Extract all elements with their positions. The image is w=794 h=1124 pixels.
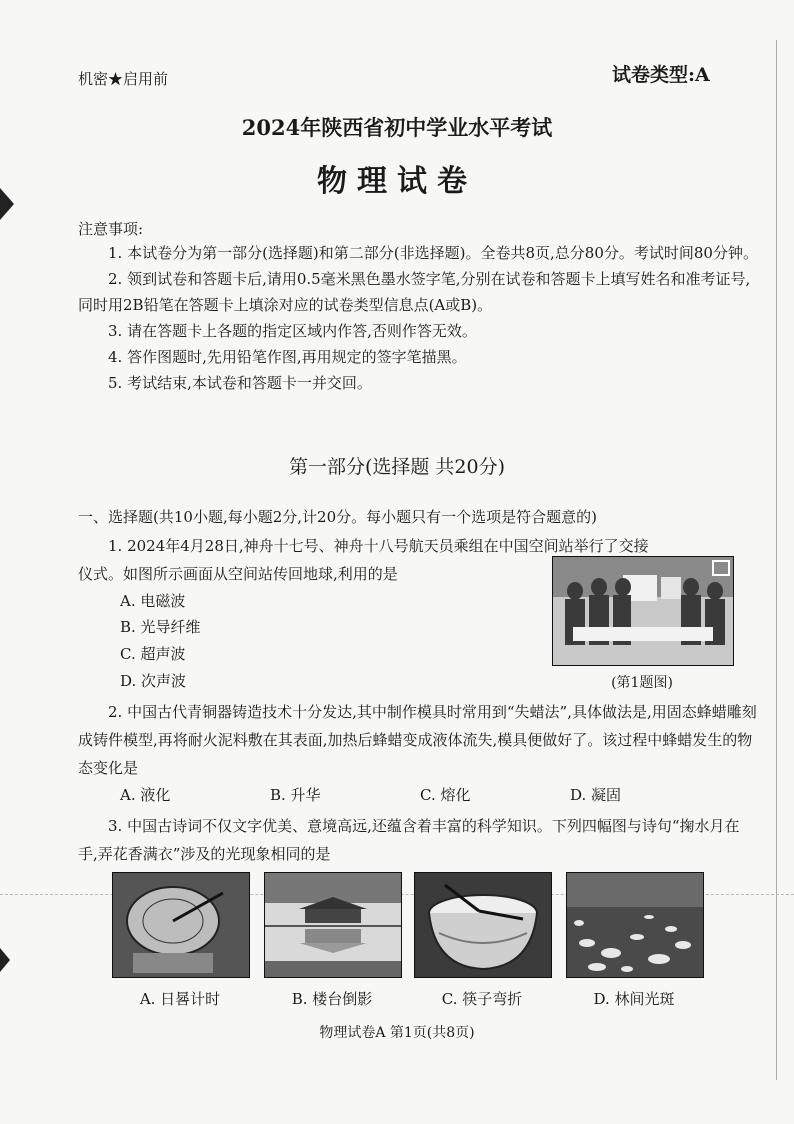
q2-option-a: A. 液化 xyxy=(120,786,171,804)
q2-option-b: B. 升华 xyxy=(270,786,321,804)
q2-stem: 2. 中国古代青铜器铸造技术十分发达,其中制作模具时常用到“失蜡法”,具体做法是,用固态蜂蜡雕刻成铸件模型,再将耐火泥料敷在其表面,加热后蜂蜡变成液体流失,模具便做好了。该过程中蜂蜡发生的物态变化是 xyxy=(78,703,757,777)
page-footer: 物理试卷A 第1页(共8页) xyxy=(319,1025,475,1041)
q2-option-c: C. 熔化 xyxy=(420,786,471,804)
q1-figure-caption: (第1题图) xyxy=(611,675,673,691)
q1-option-b: B. 光导纤维 xyxy=(120,618,201,636)
notice-item: 3. 请在答题卡上各题的指定区域内作答,否则作答无效。 xyxy=(108,322,477,340)
q3-caption-d: D. 林间光斑 xyxy=(593,990,675,1008)
q3-caption-c: C. 筷子弯折 xyxy=(441,990,523,1008)
q2-option-d: D. 凝固 xyxy=(570,786,622,804)
confidential-label: 机密★启用前 xyxy=(78,70,169,88)
q3-caption-a: A. 日晷计时 xyxy=(139,990,221,1008)
q1-option-a: A. 电磁波 xyxy=(120,592,186,610)
exam-title: 2024年陕西省初中学业水平考试 xyxy=(241,115,553,140)
paper-type-label: 试卷类型:A xyxy=(612,64,710,86)
q3-image-reflection xyxy=(264,872,402,978)
q2-options xyxy=(120,784,720,805)
question-group-heading: 一、选择题(共10小题,每小题2分,计20分。每小题只有一个选项是符合题意的) xyxy=(78,508,597,526)
notice-heading: 注意事项: xyxy=(78,220,144,238)
binding-mark-bottom xyxy=(0,948,10,972)
section-title: 第一部分(选择题 共20分) xyxy=(288,456,506,478)
q1-stem-line2: 仪式。如图所示画面从空间站传回地球,利用的是 xyxy=(78,565,398,583)
q1-option-d: D. 次声波 xyxy=(120,672,187,690)
q3-image-light-spots xyxy=(566,872,704,978)
notice-item: 5. 考试结束,本试卷和答题卡一并交回。 xyxy=(108,374,372,392)
q3-image-chopsticks xyxy=(414,872,552,978)
q3-stem: 3. 中国古诗词不仅文字优美、意境高远,还蕴含着丰富的科学知识。下列四幅图与诗句“掬水月在手,弄花香满衣”涉及的光现象相同的是 xyxy=(78,817,740,863)
notice-list xyxy=(78,240,758,396)
q1-stem-line1: 1. 2024年4月28日,神舟十七号、神舟十八号航天员乘组在中国空间站举行了交接 xyxy=(108,537,649,555)
subject-title: 物理试卷 xyxy=(317,164,477,199)
notice-item: 1. 本试卷分为第一部分(选择题)和第二部分(非选择题)。全卷共8页,总分80分。考试时间80分钟。 xyxy=(108,244,758,262)
q1-figure-image xyxy=(552,556,734,666)
q1-option-c: C. 超声波 xyxy=(120,645,186,663)
q3-image-sundial xyxy=(112,872,250,978)
notice-item: 2. 领到试卷和答题卡后,请用0.5毫米黑色墨水签字笔,分别在试卷和答题卡上填写姓名和准考证号,同时用2B铅笔在答题卡上填涂对应的试卷类型信息点(A或B)。 xyxy=(78,270,751,314)
q3-caption-b: B. 楼台倒影 xyxy=(291,990,373,1008)
notice-item: 4. 答作图题时,先用铅笔作图,再用规定的签字笔描黑。 xyxy=(108,348,467,366)
